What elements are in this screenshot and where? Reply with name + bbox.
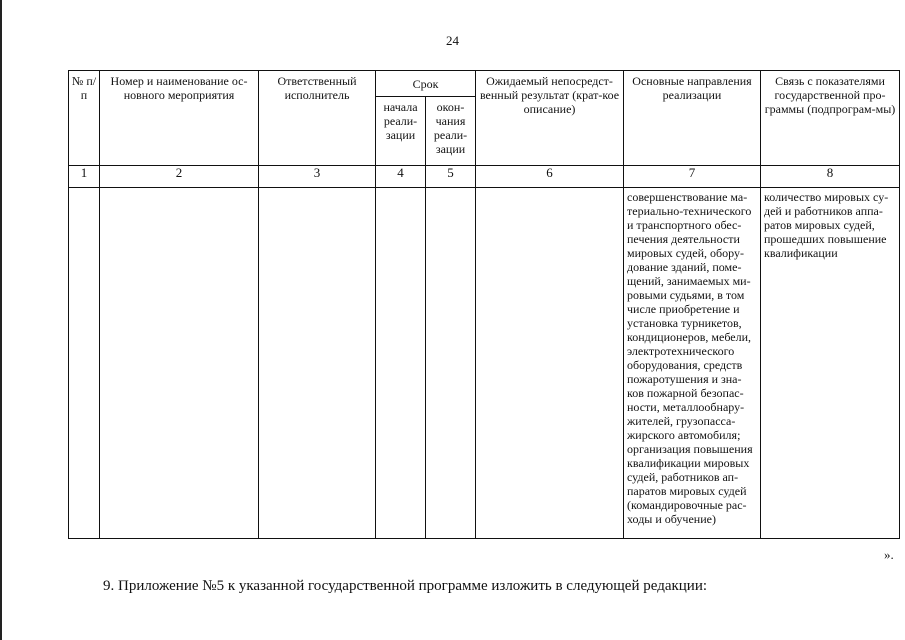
cell-empty <box>100 188 259 539</box>
header-row-1 <box>69 71 900 97</box>
header-expected-result: Ожидаемый непосредст-венный результат (крат-кое описание) <box>476 71 624 166</box>
column-numbers-row <box>69 166 900 188</box>
cell-empty <box>69 188 100 539</box>
header-indicators-link: Связь с показателями государственной про-граммы (подпрограм-мы) <box>761 71 900 166</box>
cell-empty <box>426 188 476 539</box>
cell-indicators-link <box>761 188 900 539</box>
table-row <box>69 188 900 539</box>
page-left-edge <box>0 0 2 640</box>
indicators-link-text: количество мировых су-дей и работников аппа-ратов мировых судей, прошедших повышение квалификации <box>764 190 889 260</box>
item-9-paragraph: 9. Приложение №5 к указанной государственной программе изложить в следующей редакции: <box>103 578 708 594</box>
column-number: 6 <box>476 166 624 188</box>
header-start: начала реали-зации <box>376 97 426 166</box>
cell-empty <box>259 188 376 539</box>
header-responsible: Ответственный исполнитель <box>259 71 376 166</box>
header-end: окон-чания реали-зации <box>426 97 476 166</box>
cell-empty <box>376 188 426 539</box>
header-term: Срок <box>376 71 476 97</box>
header-main-directions: Основные направления реализации <box>624 71 761 166</box>
page-number: 24 <box>446 33 459 48</box>
column-number: 2 <box>100 166 259 188</box>
cell-main-directions <box>624 188 761 539</box>
closing-quote-mark: ». <box>884 547 894 562</box>
column-number: 7 <box>624 166 761 188</box>
column-number: 8 <box>761 166 900 188</box>
column-number: 4 <box>376 166 426 188</box>
header-measure-name: Номер и наименование ос-новного мероприятия <box>100 71 259 166</box>
column-number: 1 <box>69 166 100 188</box>
column-number: 3 <box>259 166 376 188</box>
cell-empty <box>476 188 624 539</box>
measures-table <box>68 70 900 539</box>
main-directions-text: совершенствование ма-териально-технического и транспортного обес-печения деятельности мировых судей, обору-дование зданий, поме-щений, занимаемых ми-ровыми судьями, в том числе приобретение и установка турникетов, кондиционеров, мебели, электротехнического оборудования, средств пожаротушения и зна-ков пожарной безопас-ности, металлообнару-жителей, грузопасса-жирского автомобиля; организация повышения квалификации мировых судей, работников ап-паратов мировых судей (командировочные рас-ходы и обучение) <box>627 190 753 526</box>
column-number: 5 <box>426 166 476 188</box>
header-index: № п/п <box>69 71 100 166</box>
